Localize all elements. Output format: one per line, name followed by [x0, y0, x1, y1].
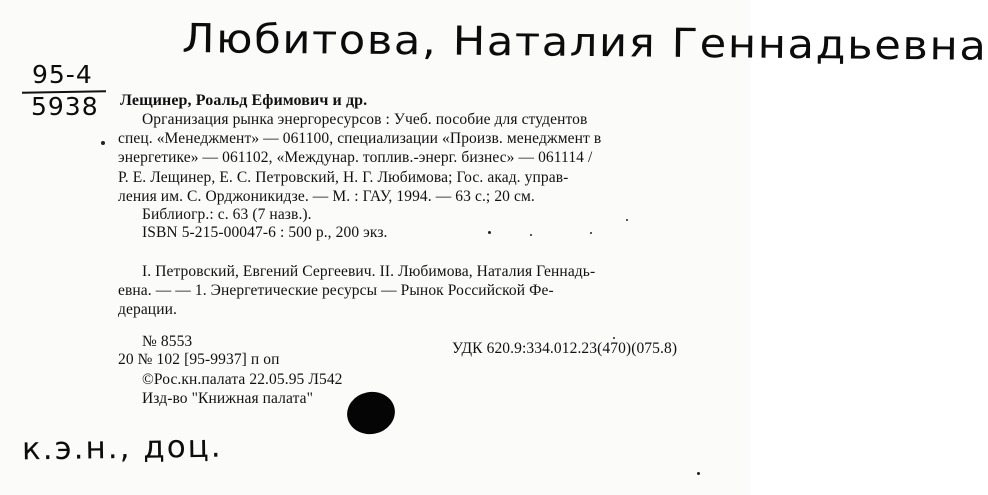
- title-line-3: энергетике» — 061102, «Междунар. топлив.-энерг. бизнес» — 061114 /: [118, 149, 593, 166]
- ink-speck: [590, 232, 592, 234]
- udk-line: УДК 620.9:334.012.23(470)(075.8): [452, 340, 678, 357]
- title-line-1: Организация рынка энергоресурсов : Учеб. пособие для студентов: [142, 111, 588, 128]
- ink-speck: [488, 231, 491, 234]
- title-line-2: спец. «Менеджмент» — 061100, специализации «Произв. менеджмент в: [118, 130, 602, 147]
- number-line: № 8553: [142, 333, 193, 350]
- bibliography-line: Библиогр.: с. 63 (7 назв.).: [142, 206, 312, 223]
- ink-speck: [101, 141, 105, 145]
- publisher-line: Изд-во "Книжная палата": [142, 390, 314, 407]
- call-number-bottom: 5938: [31, 92, 99, 121]
- title-line-4: Р. Е. Лещинер, Е. С. Петровский, Н. Г. Любимова; Гос. акад. управ-: [118, 169, 569, 186]
- entry-line: 20 № 102 [95-9937] п оп: [118, 351, 280, 368]
- ink-stamp: [343, 387, 399, 438]
- ink-speck: [613, 337, 615, 339]
- chamber-line: ©Рос.кн.палата 22.05.95 Л542: [142, 371, 343, 388]
- ink-speck: [697, 472, 700, 475]
- subject-line-2: евна. — — 1. Энергетические ресурсы — Рынок Российской Фе-: [118, 282, 554, 299]
- ink-speck: [530, 234, 532, 236]
- author-heading: Лещинер, Роальд Ефимович и др.: [120, 92, 368, 109]
- subject-line-1: I. Петровский, Евгений Сергеевич. II. Любимова, Наталия Геннадь-: [142, 263, 596, 280]
- subject-line-3: дерации.: [118, 301, 177, 318]
- handwritten-name: Любитова, Наталия Геннадьевна: [181, 16, 988, 70]
- isbn-line: ISBN 5-215-00047-6 : 500 р., 200 экз.: [142, 224, 388, 241]
- title-line-5: ления им. С. Орджоникидзе. — М. : ГАУ, 1994. — 63 с.; 20 см.: [118, 188, 535, 205]
- ink-speck: [626, 219, 628, 221]
- call-number-top: 95-4: [32, 60, 93, 89]
- handwritten-degree: к.э.н., доц.: [21, 428, 223, 468]
